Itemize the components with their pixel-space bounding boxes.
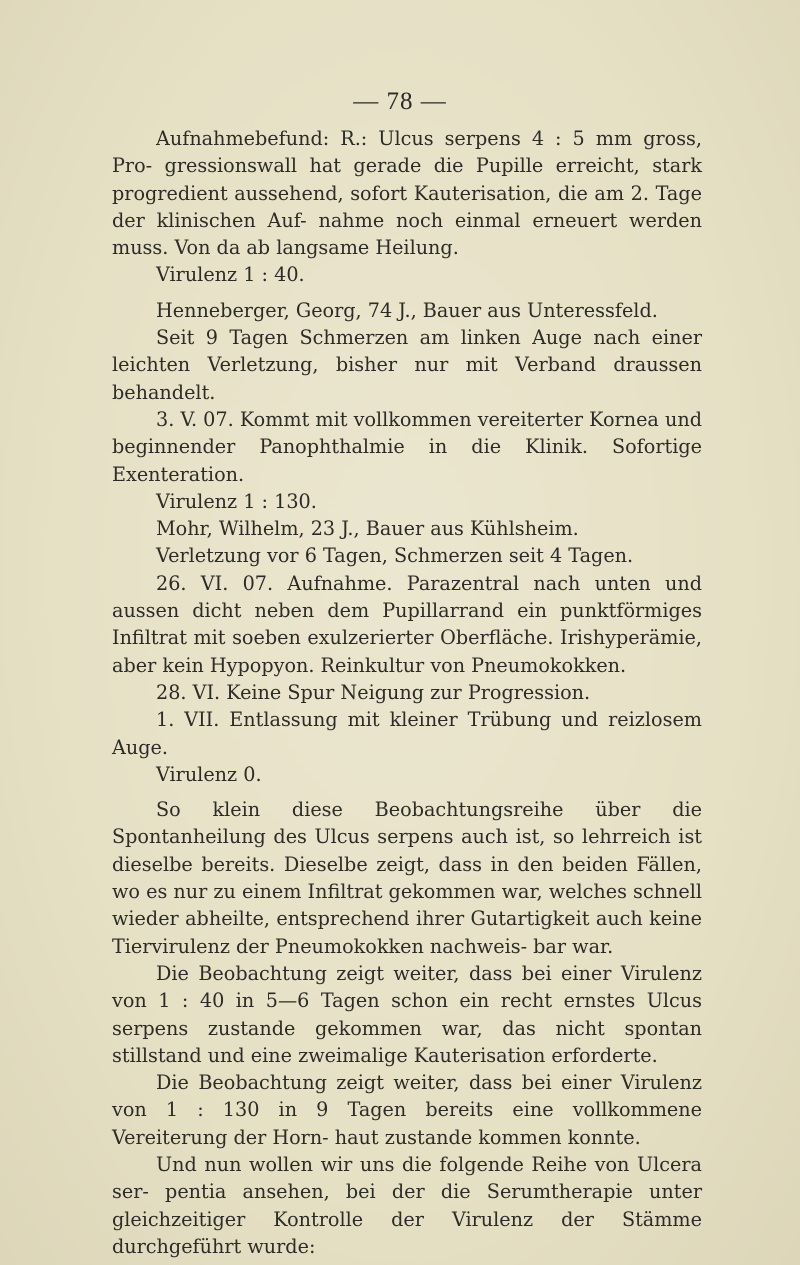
paragraph: 1. VII. Entlassung mit kleiner Trübung und reizlosem Auge. (112, 708, 702, 759)
paragraph: 26. VI. 07. Aufnahme. Parazentral nach unten und aussen dicht neben dem Pupillarrand ein punktförmiges Infiltrat mit soeben exulzerierter Oberfläche. Irishyperämie, aber kein Hypopyon. Reinkultur von Pneumokokken. (112, 571, 702, 677)
page-number: — 78 — (353, 88, 447, 115)
paragraph: Virulenz 1 : 130. (156, 489, 317, 513)
paragraph: Aufnahmebefund: R.: Ulcus serpens 4 : 5 mm gross, Pro- gressionswall hat gerade die Pupille erreicht, stark progredient aussehend, sofort Kauterisation, die am 2. Tage der klinischen Auf- nahme noch einmal erneuert werden muss. Von da ab langsame Heilung. (112, 127, 702, 260)
paragraph: Virulenz 1 : 40. (156, 263, 305, 287)
paragraph-gap (112, 289, 702, 297)
paragraph: Verletzung vor 6 Tagen, Schmerzen seit 4 Tagen. (156, 544, 634, 568)
paragraph: Virulenz 0. (156, 762, 262, 786)
paragraph: Mohr, Wilhelm, 23 J., Bauer aus Kühlsheim. (156, 517, 579, 541)
paragraph: Die Beobachtung zeigt weiter, dass bei einer Virulenz von 1 : 40 in 5—6 Tagen schon ein recht ernstes Ulcus serpens zustande gekommen war, das nicht spontan stillstand und eine zweimalige Kauterisation erforderte. (112, 961, 702, 1067)
paragraph: 28. VI. Keine Spur Neigung zur Progression. (156, 680, 591, 704)
paragraph: 3. V. 07. Kommt mit vollkommen vereiterter Kornea und beginnender Panophthalmie in die Klinik. Sofortige Exenteration. (112, 407, 702, 486)
paragraph: So klein diese Beobachtungsreihe über die Spontanheilung des Ulcus serpens auch ist, so lehrreich ist dieselbe bereits. Dieselbe zeigt, dass in den beiden Fällen, wo es nur zu einem Infiltrat gekommen war, welches schnell wieder abheilte, entsprechend ihrer Gutartigkeit auch keine Tiervirulenz der Pneumokokken nachweis- bar war. (112, 798, 702, 958)
paragraph: Seit 9 Tagen Schmerzen am linken Auge nach einer leichten Verletzung, bisher nur mit Verband draussen behandelt. (112, 326, 702, 404)
body-text (112, 125, 702, 1260)
paragraph-gap (112, 788, 702, 796)
paragraph: Henneberger, Georg, 74 J., Bauer aus Unteressfeld. (156, 298, 658, 322)
paragraph: Die Beobachtung zeigt weiter, dass bei einer Virulenz von 1 : 130 in 9 Tagen bereits eine vollkommene Vereiterung der Horn- haut zustande kommen konnte. (112, 1071, 702, 1149)
paragraph: Und nun wollen wir uns die folgende Reihe von Ulcera ser- pentia ansehen, bei der die Serumtherapie unter gleichzeitiger Kontrolle der Virulenz der Stämme durchgeführt wurde: (112, 1152, 702, 1258)
